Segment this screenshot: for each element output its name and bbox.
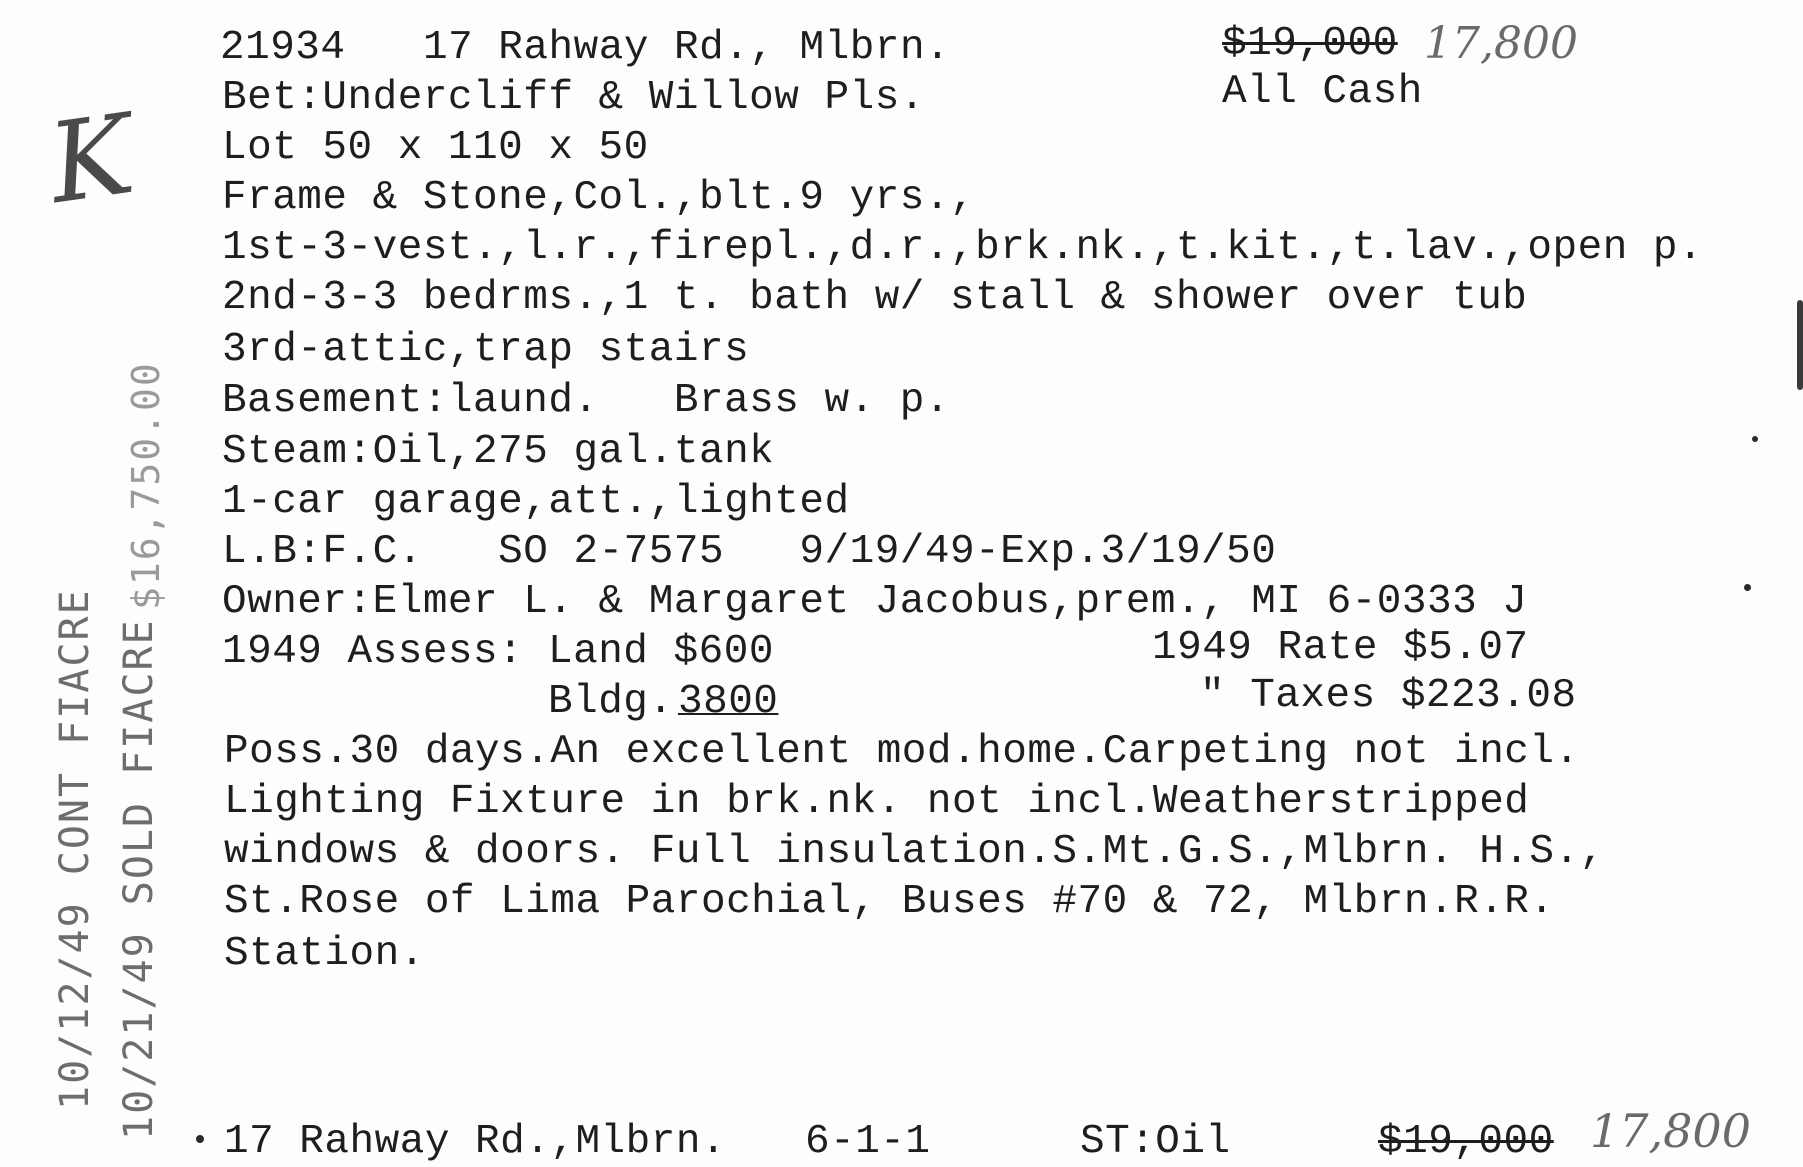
heating-line: Steam:Oil,275 gal.tank — [222, 429, 775, 475]
footer-price-handwritten: 17,800 — [1590, 1104, 1751, 1158]
payment-terms: All Cash — [1222, 69, 1423, 115]
price-handwritten: 17,800 — [1424, 18, 1578, 69]
first-floor-line: 1st-3-vest.,l.r.,firepl.,d.r.,brk.nk.,t.kit.,t.lav.,open p. — [222, 225, 1704, 271]
remarks-line: St.Rose of Lima Parochial, Buses #70 & 72, Mlbrn.R.R. — [224, 879, 1555, 925]
location-line: Bet:Undercliff & Willow Pls. — [222, 75, 925, 121]
remarks-line: Lighting Fixture in brk.nk. not incl.Weatherstripped — [224, 779, 1530, 825]
assess-bldg-label: Bldg. — [548, 679, 674, 725]
garage-line: 1-car garage,att.,lighted — [222, 479, 850, 525]
construction-line: Frame & Stone,Col.,blt.9 yrs., — [222, 175, 976, 221]
footer-address: 17 Rahway Rd.,Mlbrn. — [224, 1119, 727, 1165]
basement-line: Basement:laund. Brass w. p. — [222, 378, 951, 424]
lot-line: Lot 50 x 110 x 50 — [222, 125, 649, 171]
footer-bullet — [196, 1135, 204, 1143]
listing-broker-line: L.B:F.C. SO 2-7575 9/19/49-Exp.3/19/50 — [222, 529, 1277, 575]
remarks-line: Station. — [224, 931, 425, 977]
listing-number: 21934 — [220, 25, 346, 71]
punch-dot — [1752, 436, 1758, 442]
footer-rooms: 6-1-1 — [805, 1119, 931, 1165]
sold-stamp: 10/21/49 SOLD FIACRE — [116, 618, 162, 1140]
remarks-line: Poss.30 days.An excellent mod.home.Carpeting not incl. — [224, 729, 1580, 775]
second-floor-line: 2nd-3-3 bedrms.,1 t. bath w/ stall & shower over tub — [222, 275, 1528, 321]
remarks-line: windows & doors. Full insulation.S.Mt.G.S.,Mlbrn. H.S., — [224, 829, 1605, 875]
assess-land: Land $600 — [548, 629, 774, 675]
price-original: $19,000 — [1222, 21, 1398, 67]
footer-price-original: $19,000 — [1378, 1119, 1554, 1165]
owner-line: Owner:Elmer L. & Margaret Jacobus,prem., MI 6-0333 J — [222, 579, 1528, 625]
handwritten-mark: K — [41, 89, 141, 229]
scan-edge-mark — [1797, 300, 1803, 390]
footer-heat: ST:Oil — [1080, 1119, 1231, 1165]
punch-dot — [1744, 584, 1751, 591]
tax-rate: 1949 Rate $5.07 — [1152, 625, 1529, 671]
listing-address: 17 Rahway Rd., Mlbrn. — [423, 25, 951, 71]
sold-price-stamp: $16,750.00 — [124, 361, 168, 610]
assess-label: 1949 Assess: — [222, 629, 524, 675]
assess-bldg-value: 3800 — [678, 679, 779, 725]
third-floor-line: 3rd-attic,trap stairs — [222, 327, 750, 373]
taxes: " Taxes $223.08 — [1200, 673, 1577, 719]
contract-stamp: 10/12/49 CONT FIACRE — [52, 588, 98, 1110]
